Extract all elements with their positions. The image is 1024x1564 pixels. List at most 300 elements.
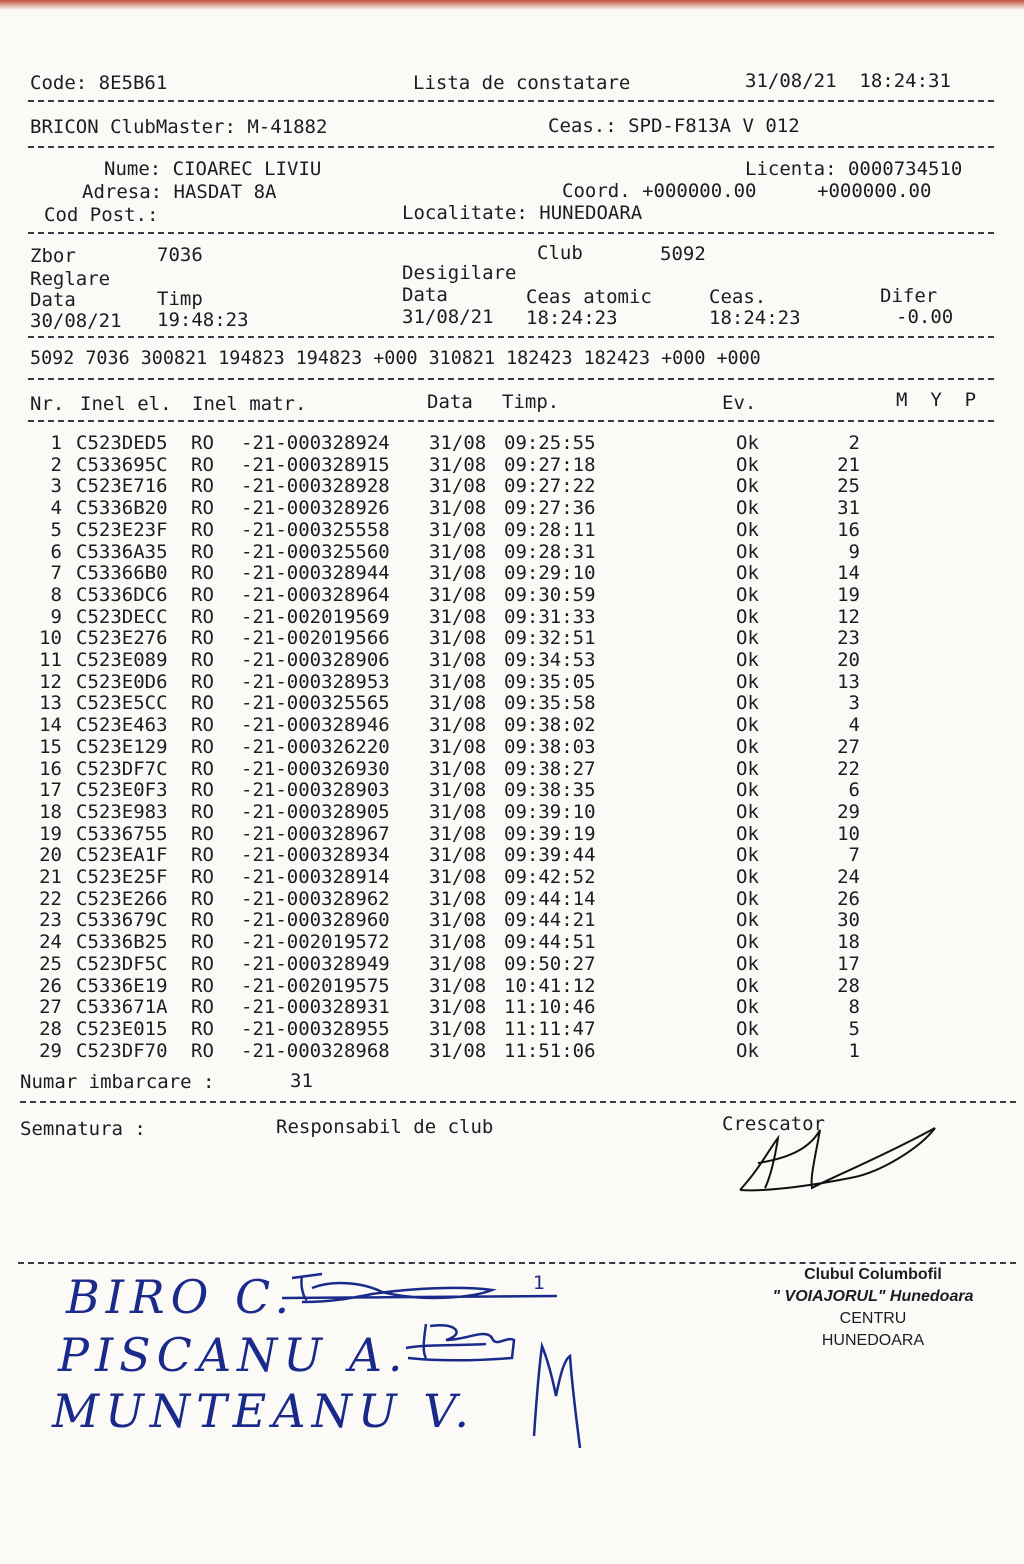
row-position: 23 bbox=[837, 627, 860, 650]
row-nr: 22 bbox=[39, 887, 62, 910]
row-position: 30 bbox=[837, 909, 860, 932]
row-position: 6 bbox=[848, 779, 860, 802]
coordinates-label: Coord. +000000.00 bbox=[562, 180, 757, 202]
row-country: RO bbox=[191, 605, 214, 628]
row-date: 31/08 bbox=[429, 605, 487, 628]
row-country: RO bbox=[191, 518, 214, 541]
table-row bbox=[0, 1018, 1024, 1040]
table-row bbox=[0, 497, 1024, 519]
row-inel-el: C523E5CC bbox=[76, 692, 168, 715]
divider bbox=[28, 378, 994, 380]
row-inel-el: C5336B20 bbox=[76, 497, 168, 520]
row-nr: 19 bbox=[39, 822, 62, 845]
row-date: 31/08 bbox=[429, 866, 487, 888]
row-event: Ok bbox=[736, 735, 759, 758]
row-nr: 23 bbox=[39, 909, 62, 932]
row-position: 17 bbox=[837, 952, 860, 975]
table-row bbox=[0, 541, 1024, 563]
stamp-club-name: " VOIAJORUL" Hunedoara bbox=[772, 1288, 974, 1305]
row-position: 8 bbox=[848, 996, 860, 1019]
signature-scribble-2 bbox=[396, 1318, 526, 1368]
row-date: 31/08 bbox=[429, 974, 487, 997]
table-row bbox=[0, 627, 1024, 649]
row-date: 31/08 bbox=[429, 562, 487, 585]
reglare-date-label: Data bbox=[30, 289, 76, 311]
row-inel-el: C523EA1F bbox=[76, 844, 168, 867]
col-ev: Ev. bbox=[722, 392, 757, 414]
table-row bbox=[0, 454, 1024, 476]
row-inel-matr: -21-002019572 bbox=[241, 931, 390, 954]
row-nr: 26 bbox=[39, 974, 62, 997]
postcode-label: Cod Post.: bbox=[44, 204, 159, 226]
row-country: RO bbox=[191, 475, 214, 498]
row-inel-el: C523E129 bbox=[76, 735, 168, 758]
print-datetime: 31/08/21 18:24:31 bbox=[745, 70, 951, 92]
row-nr: 10 bbox=[39, 627, 62, 650]
row-date: 31/08 bbox=[429, 757, 487, 780]
row-date: 31/08 bbox=[429, 670, 487, 693]
row-nr: 2 bbox=[50, 453, 62, 476]
row-inel-el: C53366B0 bbox=[76, 562, 168, 585]
row-event: Ok bbox=[736, 996, 759, 1019]
row-time: 09:30:59 bbox=[504, 583, 596, 606]
row-country: RO bbox=[191, 714, 214, 737]
row-time: 09:35:58 bbox=[504, 692, 596, 715]
row-event: Ok bbox=[736, 952, 759, 975]
table-row bbox=[0, 996, 1024, 1018]
row-inel-matr: -21-000328944 bbox=[241, 562, 390, 585]
row-country: RO bbox=[191, 779, 214, 802]
row-nr: 16 bbox=[39, 757, 62, 780]
row-time: 09:44:21 bbox=[504, 909, 596, 932]
row-date: 31/08 bbox=[429, 497, 487, 520]
row-nr: 7 bbox=[50, 562, 62, 585]
divider bbox=[28, 336, 994, 338]
row-country: RO bbox=[191, 974, 214, 997]
row-event: Ok bbox=[736, 779, 759, 802]
row-time: 09:39:19 bbox=[504, 822, 596, 845]
table-row bbox=[0, 779, 1024, 801]
table-row bbox=[0, 823, 1024, 845]
row-event: Ok bbox=[736, 583, 759, 606]
table-row bbox=[0, 671, 1024, 693]
row-event: Ok bbox=[736, 909, 759, 932]
row-inel-el: C5336E19 bbox=[76, 974, 168, 997]
table-row bbox=[0, 475, 1024, 497]
row-position: 10 bbox=[837, 822, 860, 845]
row-country: RO bbox=[191, 866, 214, 888]
row-time: 09:38:27 bbox=[504, 757, 596, 780]
table-row bbox=[0, 736, 1024, 758]
col-inel-el: Inel el. bbox=[80, 393, 172, 415]
coordinates-value: +000000.00 bbox=[817, 180, 932, 202]
owner-address: Adresa: HASDAT 8A bbox=[82, 181, 277, 203]
row-position: 2 bbox=[848, 432, 860, 454]
club-responsible-label: Responsabil de club bbox=[276, 1116, 494, 1138]
row-country: RO bbox=[191, 800, 214, 823]
table-row bbox=[0, 584, 1024, 606]
code-text: Code: 8E5B61 bbox=[30, 72, 168, 94]
row-country: RO bbox=[191, 887, 214, 910]
row-date: 31/08 bbox=[429, 540, 487, 563]
row-position: 3 bbox=[848, 692, 860, 715]
reglare-label: Reglare bbox=[30, 268, 111, 290]
row-time: 09:50:27 bbox=[504, 952, 596, 975]
row-nr: 25 bbox=[39, 952, 62, 975]
row-date: 31/08 bbox=[429, 432, 487, 454]
club-label: Club bbox=[537, 242, 583, 264]
row-inel-el: C523E25F bbox=[76, 866, 168, 888]
row-nr: 1 bbox=[50, 432, 62, 454]
divider bbox=[28, 146, 994, 148]
table-row bbox=[0, 975, 1024, 997]
row-date: 31/08 bbox=[429, 518, 487, 541]
row-event: Ok bbox=[736, 1039, 759, 1062]
row-inel-matr: -21-000328915 bbox=[241, 453, 390, 476]
row-nr: 9 bbox=[50, 605, 62, 628]
row-position: 16 bbox=[837, 518, 860, 541]
row-date: 31/08 bbox=[429, 475, 487, 498]
row-time: 09:38:35 bbox=[504, 779, 596, 802]
row-time: 09:44:14 bbox=[504, 887, 596, 910]
row-event: Ok bbox=[736, 844, 759, 867]
row-inel-el: C523E0F3 bbox=[76, 779, 168, 802]
row-event: Ok bbox=[736, 670, 759, 693]
row-inel-matr: -21-000325558 bbox=[241, 518, 390, 541]
row-nr: 18 bbox=[39, 800, 62, 823]
row-time: 10:41:12 bbox=[504, 974, 596, 997]
row-country: RO bbox=[191, 670, 214, 693]
row-time: 09:28:11 bbox=[504, 518, 596, 541]
row-country: RO bbox=[191, 1039, 214, 1062]
row-inel-matr: -21-000328960 bbox=[241, 909, 390, 932]
row-event: Ok bbox=[736, 822, 759, 845]
row-inel-el: C5336A35 bbox=[76, 540, 168, 563]
row-time: 09:29:10 bbox=[504, 562, 596, 585]
handwritten-name-2: PISCANU A. bbox=[58, 1328, 409, 1382]
row-inel-matr: -21-000328967 bbox=[241, 822, 390, 845]
row-inel-el: C523E716 bbox=[76, 475, 168, 498]
flight-label: Zbor bbox=[30, 245, 76, 267]
row-position: 13 bbox=[837, 670, 860, 693]
reglare-time-label: Timp bbox=[157, 288, 203, 310]
row-time: 09:27:18 bbox=[504, 453, 596, 476]
row-inel-el: C523DECC bbox=[76, 605, 168, 628]
row-country: RO bbox=[191, 453, 214, 476]
row-nr: 4 bbox=[50, 497, 62, 520]
row-nr: 21 bbox=[39, 866, 62, 888]
row-inel-el: C523DED5 bbox=[76, 432, 168, 454]
desig-date-label: Data bbox=[402, 284, 448, 306]
row-nr: 12 bbox=[39, 670, 62, 693]
row-inel-el: C523E089 bbox=[76, 649, 168, 671]
row-inel-el: C523DF70 bbox=[76, 1039, 168, 1062]
row-country: RO bbox=[191, 583, 214, 606]
row-position: 9 bbox=[848, 540, 860, 563]
row-country: RO bbox=[191, 562, 214, 585]
row-country: RO bbox=[191, 757, 214, 780]
divider bbox=[28, 100, 994, 102]
row-country: RO bbox=[191, 952, 214, 975]
row-inel-matr: -21-000328931 bbox=[241, 996, 390, 1019]
row-country: RO bbox=[191, 497, 214, 520]
row-country: RO bbox=[191, 822, 214, 845]
row-time: 09:27:22 bbox=[504, 475, 596, 498]
col-data: Data bbox=[427, 391, 473, 413]
atomic-clock-label: Ceas atomic bbox=[526, 286, 652, 308]
row-nr: 24 bbox=[39, 931, 62, 954]
row-time: 11:51:06 bbox=[504, 1039, 596, 1062]
row-position: 5 bbox=[848, 1017, 860, 1040]
row-time: 09:38:03 bbox=[504, 735, 596, 758]
col-timp: Timp. bbox=[502, 391, 560, 413]
row-date: 31/08 bbox=[429, 844, 487, 867]
row-inel-el: C5336B25 bbox=[76, 931, 168, 954]
row-nr: 11 bbox=[39, 649, 62, 671]
row-inel-matr: -21-000328964 bbox=[241, 583, 390, 606]
row-position: 12 bbox=[837, 605, 860, 628]
row-time: 09:34:53 bbox=[504, 649, 596, 671]
handwritten-name-3: MUNTEANU V. bbox=[52, 1384, 476, 1438]
reglare-date: 30/08/21 bbox=[30, 310, 122, 332]
row-inel-matr: -21-000328968 bbox=[241, 1039, 390, 1062]
handwritten-mark: 1 bbox=[533, 1272, 546, 1294]
signature-scribble-3 bbox=[520, 1336, 590, 1456]
row-inel-matr: -21-000328926 bbox=[241, 497, 390, 520]
table-row bbox=[0, 931, 1024, 953]
row-date: 31/08 bbox=[429, 1017, 487, 1040]
row-nr: 29 bbox=[39, 1039, 62, 1062]
divider bbox=[28, 420, 994, 422]
clock-time: 18:24:23 bbox=[709, 307, 801, 329]
row-country: RO bbox=[191, 996, 214, 1019]
row-event: Ok bbox=[736, 887, 759, 910]
clock-label: Ceas. bbox=[709, 286, 767, 308]
row-date: 31/08 bbox=[429, 692, 487, 715]
atomic-time: 18:24:23 bbox=[526, 307, 618, 329]
row-country: RO bbox=[191, 432, 214, 454]
row-inel-matr: -21-000328946 bbox=[241, 714, 390, 737]
divider bbox=[20, 1101, 1016, 1103]
divider bbox=[18, 1262, 1016, 1264]
row-country: RO bbox=[191, 540, 214, 563]
row-date: 31/08 bbox=[429, 952, 487, 975]
clubmaster-id: BRICON ClubMaster: M-41882 bbox=[30, 116, 328, 138]
row-inel-el: C523DF5C bbox=[76, 952, 168, 975]
row-country: RO bbox=[191, 649, 214, 671]
row-inel-matr: -21-000328905 bbox=[241, 800, 390, 823]
row-date: 31/08 bbox=[429, 735, 487, 758]
row-position: 7 bbox=[848, 844, 860, 867]
row-date: 31/08 bbox=[429, 649, 487, 671]
row-country: RO bbox=[191, 931, 214, 954]
row-inel-el: C5336755 bbox=[76, 822, 168, 845]
row-time: 09:28:31 bbox=[504, 540, 596, 563]
row-time: 09:38:02 bbox=[504, 714, 596, 737]
signature-label: Semnatura : bbox=[20, 1118, 146, 1140]
row-position: 28 bbox=[837, 974, 860, 997]
row-event: Ok bbox=[736, 649, 759, 671]
row-event: Ok bbox=[736, 540, 759, 563]
row-nr: 15 bbox=[39, 735, 62, 758]
row-event: Ok bbox=[736, 974, 759, 997]
row-inel-matr: -21-000328924 bbox=[241, 432, 390, 454]
row-country: RO bbox=[191, 909, 214, 932]
row-event: Ok bbox=[736, 518, 759, 541]
row-position: 20 bbox=[837, 649, 860, 671]
table-row bbox=[0, 953, 1024, 975]
flight-number: 7036 bbox=[157, 244, 203, 266]
row-country: RO bbox=[191, 627, 214, 650]
reglare-time: 19:48:23 bbox=[157, 309, 249, 331]
row-date: 31/08 bbox=[429, 909, 487, 932]
breeder-signature bbox=[730, 1118, 950, 1198]
desig-date: 31/08/21 bbox=[402, 306, 494, 328]
col-nr: Nr. bbox=[30, 393, 65, 415]
row-event: Ok bbox=[736, 497, 759, 520]
row-event: Ok bbox=[736, 562, 759, 585]
row-inel-matr: -21-000328949 bbox=[241, 952, 390, 975]
locality: Localitate: HUNEDOARA bbox=[402, 202, 643, 224]
desigilare-label: Desigilare bbox=[402, 262, 517, 284]
paper-edge bbox=[0, 0, 1024, 10]
row-time: 09:32:51 bbox=[504, 627, 596, 650]
row-event: Ok bbox=[736, 692, 759, 715]
row-event: Ok bbox=[736, 475, 759, 498]
row-date: 31/08 bbox=[429, 583, 487, 606]
club-number: 5092 bbox=[660, 243, 706, 265]
row-inel-el: C523E983 bbox=[76, 800, 168, 823]
row-nr: 28 bbox=[39, 1017, 62, 1040]
row-inel-matr: -21-000326220 bbox=[241, 735, 390, 758]
row-position: 21 bbox=[837, 453, 860, 476]
handwritten-name-1: BIRO C. bbox=[66, 1270, 296, 1324]
row-country: RO bbox=[191, 1017, 214, 1040]
row-time: 09:39:44 bbox=[504, 844, 596, 867]
row-inel-matr: -21-000328914 bbox=[241, 866, 390, 888]
table-row bbox=[0, 714, 1024, 736]
stamp-city: HUNEDOARA bbox=[821, 1332, 925, 1349]
row-time: 09:27:36 bbox=[504, 497, 596, 520]
row-position: 22 bbox=[837, 757, 860, 780]
row-position: 25 bbox=[837, 475, 860, 498]
row-event: Ok bbox=[736, 627, 759, 650]
row-date: 31/08 bbox=[429, 822, 487, 845]
row-time: 11:10:46 bbox=[504, 996, 596, 1019]
row-nr: 14 bbox=[39, 714, 62, 737]
row-inel-matr: -21-002019569 bbox=[241, 605, 390, 628]
row-date: 31/08 bbox=[429, 714, 487, 737]
row-country: RO bbox=[191, 692, 214, 715]
row-inel-matr: -21-000325560 bbox=[241, 540, 390, 563]
row-position: 31 bbox=[837, 497, 860, 520]
row-position: 18 bbox=[837, 931, 860, 954]
row-time: 09:31:33 bbox=[504, 605, 596, 628]
row-date: 31/08 bbox=[429, 996, 487, 1019]
row-inel-el: C523E0D6 bbox=[76, 670, 168, 693]
row-inel-matr: -21-000328903 bbox=[241, 779, 390, 802]
table-row bbox=[0, 519, 1024, 541]
table-row bbox=[0, 1040, 1024, 1062]
row-inel-el: C533671A bbox=[76, 996, 168, 1019]
difference-label: Difer bbox=[880, 285, 938, 307]
row-event: Ok bbox=[736, 714, 759, 737]
stamp-centre: CENTRU bbox=[839, 1310, 907, 1327]
row-date: 31/08 bbox=[429, 887, 487, 910]
row-country: RO bbox=[191, 844, 214, 867]
row-date: 31/08 bbox=[429, 931, 487, 954]
row-inel-matr: -21-000328953 bbox=[241, 670, 390, 693]
row-time: 09:39:10 bbox=[504, 800, 596, 823]
col-inel-matr: Inel matr. bbox=[192, 393, 307, 415]
row-inel-el: C523E015 bbox=[76, 1017, 168, 1040]
row-inel-el: C523DF7C bbox=[76, 757, 168, 780]
row-time: 09:44:51 bbox=[504, 931, 596, 954]
row-nr: 20 bbox=[39, 844, 62, 867]
table-row bbox=[0, 649, 1024, 671]
row-event: Ok bbox=[736, 1017, 759, 1040]
row-nr: 17 bbox=[39, 779, 62, 802]
row-position: 19 bbox=[837, 583, 860, 606]
row-inel-matr: -21-000328955 bbox=[241, 1017, 390, 1040]
row-time: 09:42:52 bbox=[504, 866, 596, 888]
row-inel-matr: -21-000328934 bbox=[241, 844, 390, 867]
col-myp: M Y P bbox=[896, 389, 977, 411]
row-inel-el: C523E23F bbox=[76, 518, 168, 541]
row-event: Ok bbox=[736, 800, 759, 823]
row-nr: 6 bbox=[50, 540, 62, 563]
owner-name: Nume: CIOAREC LIVIU bbox=[104, 158, 322, 180]
row-inel-matr: -21-000328962 bbox=[241, 887, 390, 910]
table-row bbox=[0, 606, 1024, 628]
row-nr: 13 bbox=[39, 692, 62, 715]
row-position: 24 bbox=[837, 866, 860, 888]
row-position: 4 bbox=[848, 714, 860, 737]
row-event: Ok bbox=[736, 866, 759, 888]
row-nr: 8 bbox=[50, 583, 62, 606]
code-line: 5092 7036 300821 194823 194823 +000 310821 182423 182423 +000 +000 bbox=[30, 348, 761, 369]
row-inel-matr: -21-002019575 bbox=[241, 974, 390, 997]
row-inel-el: C533695C bbox=[76, 453, 168, 476]
row-event: Ok bbox=[736, 931, 759, 954]
row-nr: 3 bbox=[50, 475, 62, 498]
row-inel-matr: -21-000325565 bbox=[241, 692, 390, 715]
row-nr: 5 bbox=[50, 518, 62, 541]
table-row bbox=[0, 432, 1024, 454]
table-row bbox=[0, 888, 1024, 910]
stamp-club: Clubul Columbofil bbox=[804, 1266, 942, 1283]
row-date: 31/08 bbox=[429, 779, 487, 802]
row-position: 1 bbox=[848, 1039, 860, 1062]
embark-count: 31 bbox=[290, 1070, 313, 1092]
clock-id: Ceas.: SPD-F813A V 012 bbox=[548, 115, 800, 137]
row-inel-el: C523E266 bbox=[76, 887, 168, 910]
row-position: 26 bbox=[837, 887, 860, 910]
row-inel-el: C523E463 bbox=[76, 714, 168, 737]
table-row bbox=[0, 866, 1024, 888]
breeder-label: Crescator bbox=[722, 1113, 825, 1135]
divider bbox=[28, 232, 994, 234]
table-row bbox=[0, 758, 1024, 780]
row-position: 29 bbox=[837, 800, 860, 823]
row-inel-matr: -21-000328928 bbox=[241, 475, 390, 498]
row-date: 31/08 bbox=[429, 1039, 487, 1062]
row-inel-matr: -21-000326930 bbox=[241, 757, 390, 780]
row-time: 09:25:55 bbox=[504, 432, 596, 454]
table-row bbox=[0, 909, 1024, 931]
licence-number: Licenta: 0000734510 bbox=[745, 158, 963, 180]
table-row bbox=[0, 562, 1024, 584]
